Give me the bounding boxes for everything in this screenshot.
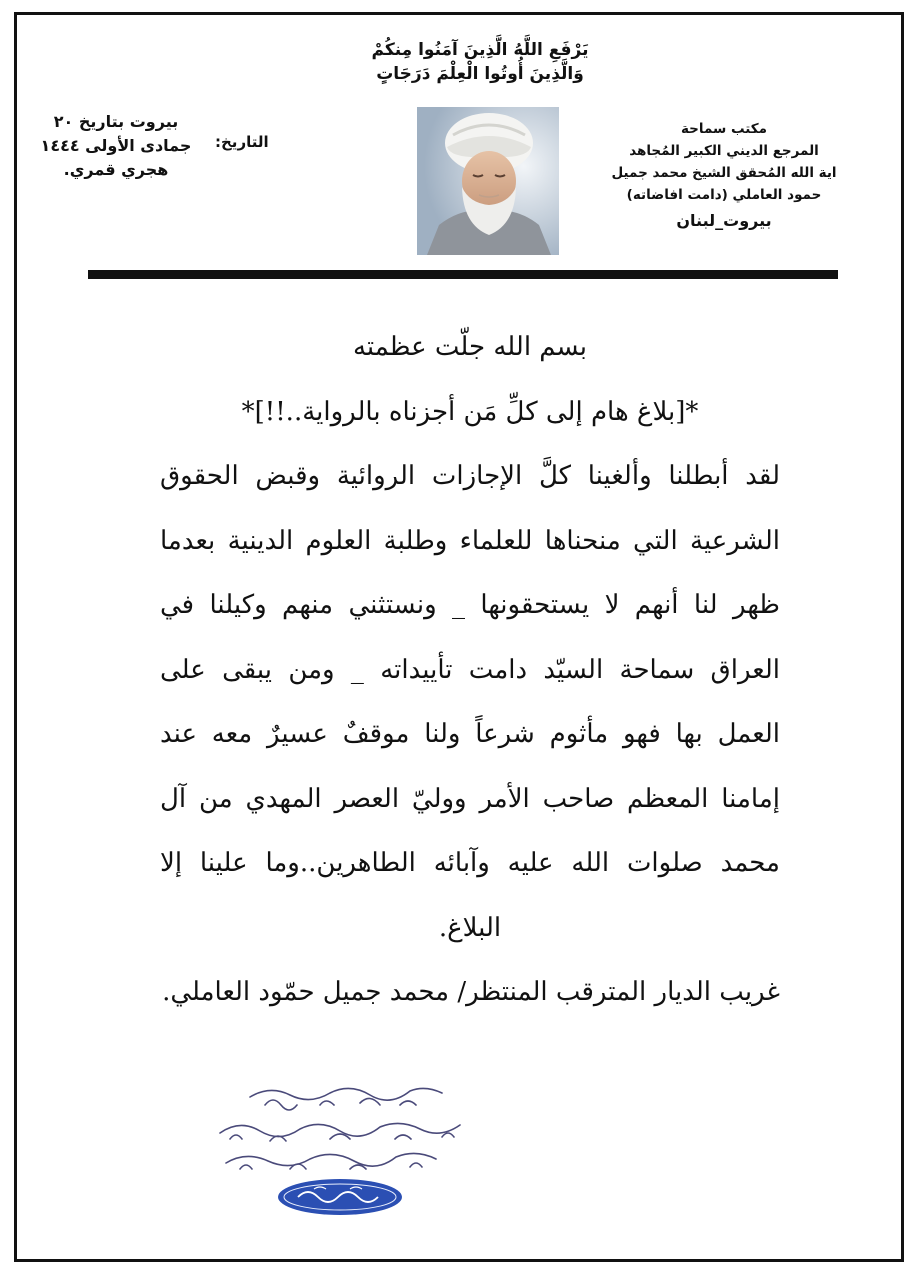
announcement-paragraph: لقد أبطلنا وألغينا كلَّ الإجازات الروائية وقبض الحقوق الشرعية التي منحناها للعلماء وطلبة العلوم الدينية بعدما ظهر لنا أنهم لا يستحقونها _ ونستثني منهم وكيلنا في العراق سماحة السيّد دامت تأييداته _ ومن يبقى على العمل بها فهو مأثوم شرعاً ولنا موقفٌ عسيرٌ معه عند إمامنا المعظم صاحب الأمر ووليّ العصر المهدي من آل محمد صلوات الله عليه وآبائه الطاهرين..وما علينا إلا البلاغ. (160, 461, 780, 943)
office-city: بيروت_لبنان (676, 211, 772, 230)
date-label: التاريخ: (215, 133, 269, 151)
date-value (36, 110, 196, 182)
header-divider (88, 270, 838, 279)
basmala: بسم الله جلّت عظمته (352, 332, 588, 362)
signature-drawing (210, 1075, 480, 1225)
verse-line-1: يَرْفَعِ اللَّهُ الَّذِينَ آمَنُوا مِنكُمْ (371, 40, 589, 60)
date-line-1: بيروت بتاريخ ٢٠ (53, 112, 179, 131)
handwritten-signature (210, 1075, 480, 1225)
announcement-headline: *[بلاغ هام إلى كلِّ مَن أجزناه بالرواية..!!]* (241, 396, 699, 427)
announcement-body (160, 315, 780, 1025)
quran-verse (330, 38, 630, 86)
date-line-3: هجري قمري. (63, 160, 169, 179)
office-line-4: حمود العاملي (دامت افاضاته) (626, 187, 822, 203)
office-letterhead (574, 118, 874, 232)
office-line-2: المرجع الديني الكبير المُجاهد (629, 143, 819, 159)
verse-line-2: وَالَّذِينَ أُوتُوا الْعِلْمَ دَرَجَاتٍ (376, 64, 584, 84)
author-signoff: غريب الديار المترقب المنتظر/ محمد جميل حمّود العاملي. (162, 977, 780, 1007)
office-line-3: اية الله المُحقق الشيخ محمد جميل (611, 165, 837, 181)
portrait-illustration (417, 107, 559, 255)
office-line-1: مكتب سماحة (680, 121, 768, 137)
portrait-photo (417, 107, 559, 255)
date-line-2: جمادى الأولى ١٤٤٤ (40, 136, 192, 155)
